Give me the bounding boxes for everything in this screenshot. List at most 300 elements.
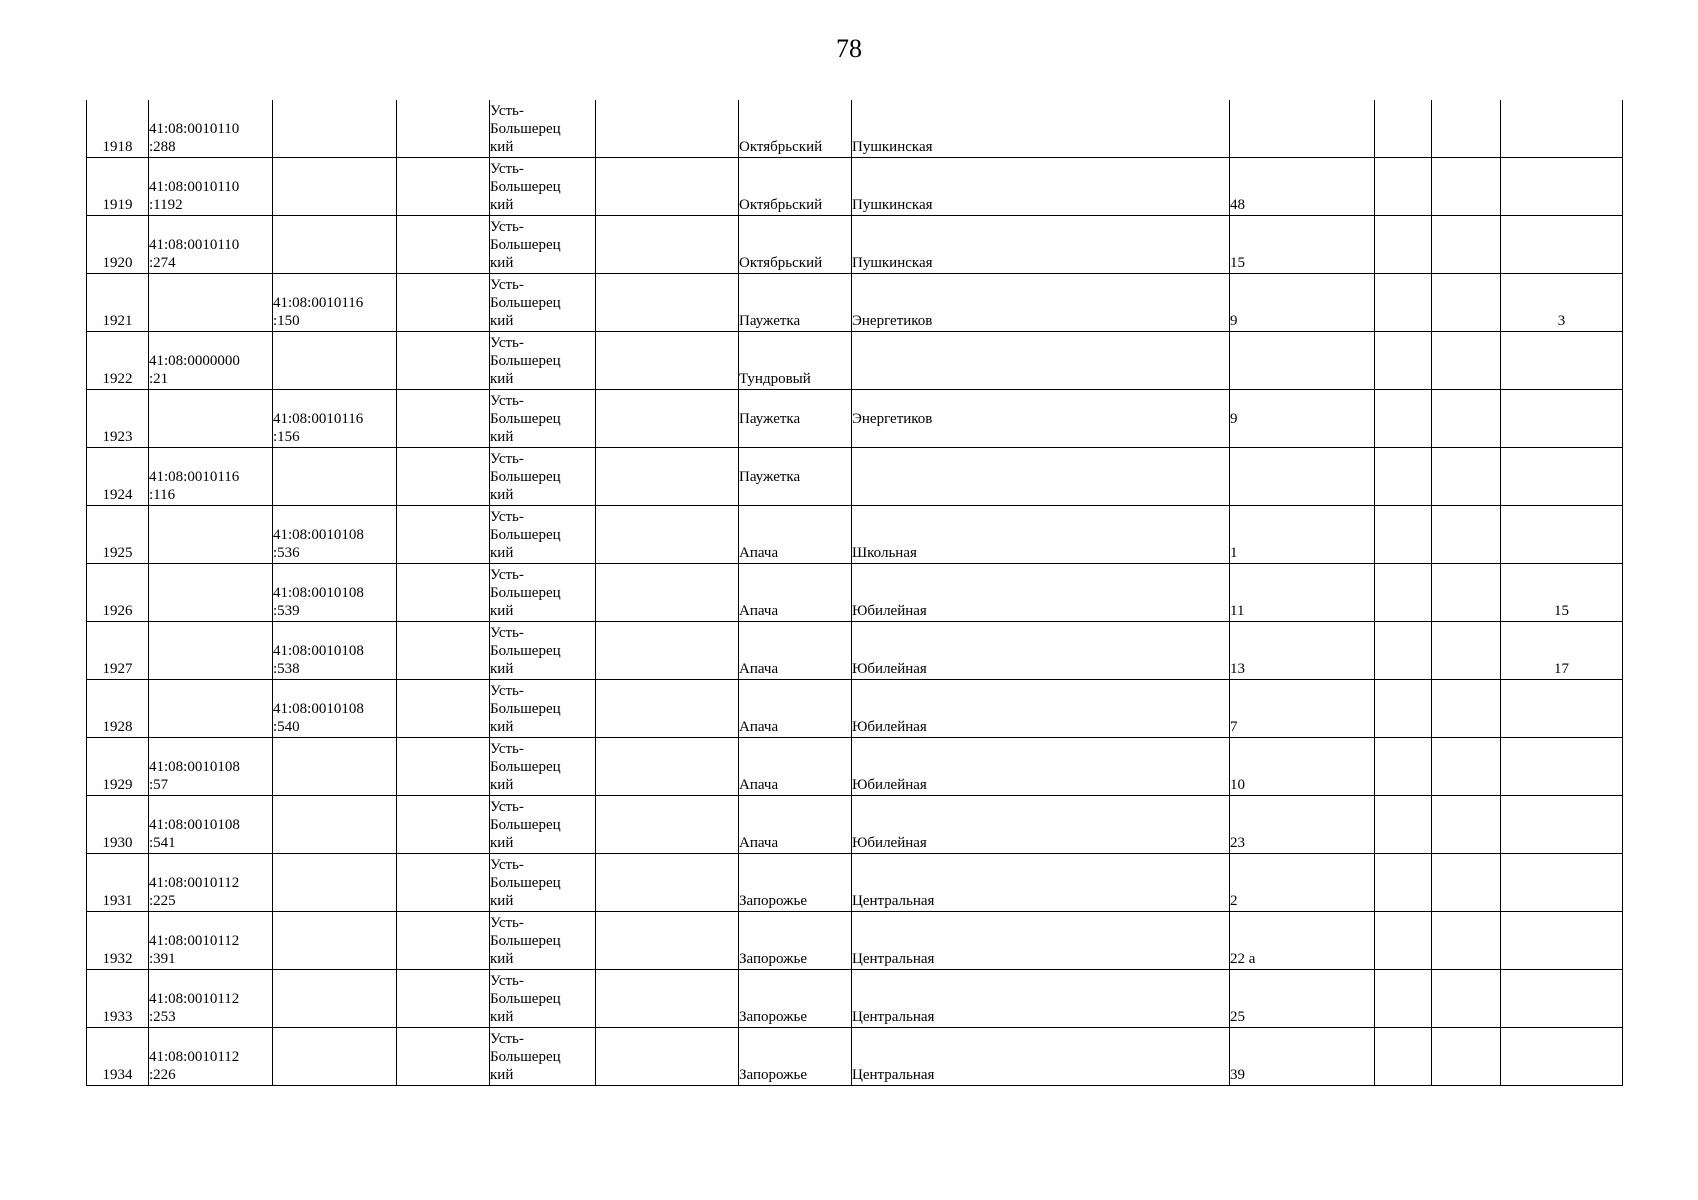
flat-cell	[1501, 912, 1623, 970]
locality: Запорожье	[739, 1009, 807, 1025]
building-cadastral-number-cell	[273, 506, 397, 564]
empty-cell	[397, 216, 490, 274]
house-number: 13	[1230, 661, 1245, 677]
property-register-table	[86, 100, 1623, 1086]
locality-cell	[739, 1028, 852, 1086]
cadastral-number-part: 41:08:0010112	[149, 875, 240, 891]
empty-cell	[397, 332, 490, 390]
street: Юбилейная	[852, 777, 927, 793]
empty-cell	[1432, 274, 1501, 332]
empty-cell	[397, 970, 490, 1028]
building-cadastral-number-part: :538	[273, 661, 300, 677]
empty-cell	[596, 854, 739, 912]
locality: Паужетка	[739, 468, 801, 485]
district-text: кий	[490, 661, 514, 677]
building-cadastral-number-part: 41:08:0010108	[273, 701, 364, 717]
empty-cell	[397, 622, 490, 680]
building-cadastral-number-part: 41:08:0010108	[273, 643, 364, 659]
house-number: 23	[1230, 835, 1245, 851]
house-number: 10	[1230, 777, 1245, 793]
row-number-cell	[87, 796, 149, 854]
locality: Апача	[739, 661, 779, 677]
locality-cell	[739, 100, 852, 158]
empty-cell	[397, 738, 490, 796]
empty-cell	[1432, 332, 1501, 390]
building-cadastral-number-cell	[273, 1028, 397, 1086]
street-cell	[852, 854, 1230, 912]
street: Пушкинская	[852, 255, 933, 271]
flat-cell	[1501, 390, 1623, 448]
empty-cell	[397, 796, 490, 854]
street: Юбилейная	[852, 835, 927, 851]
row-number: 1918	[102, 139, 133, 155]
table-row	[87, 216, 1623, 274]
empty-cell	[1432, 622, 1501, 680]
table-row	[87, 158, 1623, 216]
locality-cell	[739, 332, 852, 390]
cadastral-number-cell	[149, 448, 273, 506]
empty-cell	[1432, 680, 1501, 738]
locality-cell	[739, 390, 852, 448]
district-text: Большерец	[490, 237, 561, 253]
district-cell	[490, 912, 596, 970]
district-text: кий	[490, 835, 514, 851]
table-row	[87, 274, 1623, 332]
locality-cell	[739, 448, 852, 506]
locality: Тундровый	[739, 371, 811, 387]
empty-cell	[1432, 216, 1501, 274]
empty-cell	[1432, 564, 1501, 622]
street: Центральная	[852, 893, 935, 909]
row-number: 1928	[102, 719, 133, 735]
table-row	[87, 390, 1623, 448]
street-cell	[852, 216, 1230, 274]
empty-cell	[397, 1028, 490, 1086]
flat-cell	[1501, 274, 1623, 332]
street-cell	[852, 796, 1230, 854]
empty-cell	[1432, 912, 1501, 970]
house-cell	[1230, 448, 1375, 506]
empty-cell	[397, 448, 490, 506]
district-cell	[490, 854, 596, 912]
building-cadastral-number-part: 41:08:0010108	[273, 585, 364, 601]
row-number: 1919	[102, 197, 133, 213]
district-text: Большерец	[490, 353, 561, 369]
house-cell	[1230, 622, 1375, 680]
district-text: Усть-	[490, 277, 524, 293]
street-cell	[852, 912, 1230, 970]
row-number-cell	[87, 1028, 149, 1086]
row-number: 1922	[102, 371, 133, 387]
empty-cell	[397, 680, 490, 738]
district-text: Усть-	[490, 393, 524, 409]
cadastral-number-part: :225	[149, 893, 176, 909]
locality-cell	[739, 216, 852, 274]
district-text: Большерец	[490, 759, 561, 775]
house-number: 39	[1230, 1067, 1245, 1083]
empty-cell	[397, 564, 490, 622]
empty-cell	[1375, 912, 1432, 970]
locality-cell	[739, 738, 852, 796]
district-cell	[490, 738, 596, 796]
building-cadastral-number-cell	[273, 390, 397, 448]
district-text: кий	[490, 197, 514, 213]
locality: Запорожье	[739, 893, 807, 909]
district-text: Усть-	[490, 161, 524, 177]
street-cell	[852, 158, 1230, 216]
flat-number: 3	[1557, 313, 1566, 329]
locality: Октябрьский	[739, 255, 823, 271]
house-cell	[1230, 1028, 1375, 1086]
house-cell	[1230, 854, 1375, 912]
district-text: Большерец	[490, 991, 561, 1007]
empty-cell	[1375, 506, 1432, 564]
house-cell	[1230, 274, 1375, 332]
district-text: кий	[490, 545, 514, 561]
empty-cell	[1375, 216, 1432, 274]
table-row	[87, 100, 1623, 158]
table-row	[87, 1028, 1623, 1086]
street-cell	[852, 564, 1230, 622]
locality-cell	[739, 564, 852, 622]
cadastral-number-cell	[149, 738, 273, 796]
district-cell	[490, 158, 596, 216]
flat-cell	[1501, 680, 1623, 738]
house-number: 15	[1230, 255, 1245, 271]
locality-cell	[739, 158, 852, 216]
district-text: Усть-	[490, 915, 524, 931]
locality: Паужетка	[739, 313, 801, 329]
building-cadastral-number-cell	[273, 158, 397, 216]
house-cell	[1230, 100, 1375, 158]
building-cadastral-number-cell	[273, 100, 397, 158]
row-number-cell	[87, 622, 149, 680]
cadastral-number-part: :226	[149, 1067, 176, 1083]
building-cadastral-number-part: :536	[273, 545, 300, 561]
street: Школьная	[852, 545, 917, 561]
empty-cell	[596, 738, 739, 796]
house-number: 48	[1230, 197, 1245, 213]
cadastral-number-cell	[149, 970, 273, 1028]
cadastral-number-cell	[149, 622, 273, 680]
street-cell	[852, 680, 1230, 738]
locality: Паужетка	[739, 410, 801, 427]
street: Пушкинская	[852, 139, 933, 155]
empty-cell	[596, 390, 739, 448]
district-text: Усть-	[490, 509, 524, 525]
district-text: кий	[490, 255, 514, 271]
empty-cell	[596, 448, 739, 506]
street-cell	[852, 1028, 1230, 1086]
row-number-cell	[87, 216, 149, 274]
cadastral-number-part: 41:08:0010108	[149, 759, 240, 775]
cadastral-number-part: 41:08:0010110	[149, 179, 240, 195]
flat-cell	[1501, 1028, 1623, 1086]
empty-cell	[1375, 1028, 1432, 1086]
cadastral-number-part: :116	[149, 487, 176, 503]
building-cadastral-number-cell	[273, 216, 397, 274]
empty-cell	[596, 622, 739, 680]
cadastral-number-cell	[149, 680, 273, 738]
flat-cell	[1501, 970, 1623, 1028]
house-cell	[1230, 158, 1375, 216]
house-number: 7	[1230, 719, 1238, 735]
street-cell	[852, 738, 1230, 796]
cadastral-number-part: :253	[149, 1009, 176, 1025]
locality-cell	[739, 796, 852, 854]
empty-cell	[596, 970, 739, 1028]
house-cell	[1230, 216, 1375, 274]
row-number-cell	[87, 332, 149, 390]
cadastral-number-cell	[149, 390, 273, 448]
table-row	[87, 622, 1623, 680]
locality: Апача	[739, 835, 779, 851]
house-number: 9	[1230, 313, 1238, 329]
table-row	[87, 738, 1623, 796]
table-row	[87, 506, 1623, 564]
district-text: Большерец	[490, 1049, 561, 1065]
building-cadastral-number-part: :539	[273, 603, 300, 619]
cadastral-number-cell	[149, 100, 273, 158]
empty-cell	[1432, 854, 1501, 912]
district-text: Усть-	[490, 1031, 524, 1047]
district-text: Усть-	[490, 103, 524, 119]
district-text: Большерец	[490, 179, 561, 195]
street: Энергетиков	[852, 313, 933, 329]
flat-cell	[1501, 506, 1623, 564]
row-number: 1932	[102, 951, 133, 967]
cadastral-number-cell	[149, 274, 273, 332]
district-cell	[490, 390, 596, 448]
street-cell	[852, 332, 1230, 390]
district-text: Усть-	[490, 451, 524, 467]
empty-cell	[596, 332, 739, 390]
empty-cell	[1375, 332, 1432, 390]
empty-cell	[1375, 448, 1432, 506]
district-cell	[490, 100, 596, 158]
row-number-cell	[87, 448, 149, 506]
street: Юбилейная	[852, 603, 927, 619]
district-cell	[490, 448, 596, 506]
district-text: Большерец	[490, 817, 561, 833]
table-row	[87, 564, 1623, 622]
empty-cell	[1375, 796, 1432, 854]
district-text: Большерец	[490, 121, 561, 137]
flat-cell	[1501, 854, 1623, 912]
district-text: кий	[490, 429, 514, 445]
house-cell	[1230, 332, 1375, 390]
district-text: Большерец	[490, 295, 561, 311]
empty-cell	[1375, 680, 1432, 738]
empty-cell	[596, 506, 739, 564]
row-number-cell	[87, 680, 149, 738]
table-row	[87, 332, 1623, 390]
cadastral-number-part: :541	[149, 835, 176, 851]
cadastral-number-part: :274	[149, 255, 176, 271]
district-cell	[490, 970, 596, 1028]
empty-cell	[1375, 564, 1432, 622]
row-number: 1933	[102, 1009, 133, 1025]
empty-cell	[1375, 274, 1432, 332]
locality-cell	[739, 506, 852, 564]
building-cadastral-number-cell	[273, 622, 397, 680]
district-text: кий	[490, 893, 514, 909]
district-text: Большерец	[490, 875, 561, 891]
table-row	[87, 970, 1623, 1028]
house-cell	[1230, 680, 1375, 738]
cadastral-number-cell	[149, 912, 273, 970]
empty-cell	[596, 158, 739, 216]
empty-cell	[596, 564, 739, 622]
building-cadastral-number-part: 41:08:0010116	[273, 295, 364, 311]
empty-cell	[397, 854, 490, 912]
house-number: 25	[1230, 1009, 1245, 1025]
row-number-cell	[87, 100, 149, 158]
empty-cell	[1432, 448, 1501, 506]
cadastral-number-cell	[149, 332, 273, 390]
building-cadastral-number-part: :150	[273, 313, 300, 329]
row-number-cell	[87, 970, 149, 1028]
locality-cell	[739, 970, 852, 1028]
table-row	[87, 796, 1623, 854]
district-cell	[490, 564, 596, 622]
district-text: Усть-	[490, 799, 524, 815]
locality: Апача	[739, 603, 779, 619]
locality: Апача	[739, 545, 779, 561]
empty-cell	[397, 274, 490, 332]
flat-cell	[1501, 796, 1623, 854]
row-number: 1930	[102, 835, 133, 851]
district-text: Большерец	[490, 527, 561, 543]
street-cell	[852, 970, 1230, 1028]
flat-cell	[1501, 100, 1623, 158]
building-cadastral-number-part: :156	[273, 429, 300, 445]
empty-cell	[1432, 158, 1501, 216]
district-text: Усть-	[490, 219, 524, 235]
empty-cell	[397, 506, 490, 564]
table-row	[87, 448, 1623, 506]
row-number-cell	[87, 274, 149, 332]
row-number-cell	[87, 854, 149, 912]
locality: Октябрьский	[739, 139, 823, 155]
street: Энергетиков	[852, 410, 933, 427]
district-text: Большерец	[490, 469, 561, 485]
district-text: Усть-	[490, 857, 524, 873]
empty-cell	[397, 100, 490, 158]
locality: Апача	[739, 777, 779, 793]
table-row	[87, 680, 1623, 738]
row-number: 1934	[102, 1067, 133, 1083]
house-cell	[1230, 912, 1375, 970]
street: Юбилейная	[852, 719, 927, 735]
house-cell	[1230, 738, 1375, 796]
district-cell	[490, 506, 596, 564]
street-cell	[852, 506, 1230, 564]
house-cell	[1230, 796, 1375, 854]
locality-cell	[739, 854, 852, 912]
district-cell	[490, 274, 596, 332]
building-cadastral-number-cell	[273, 274, 397, 332]
flat-cell	[1501, 738, 1623, 796]
cadastral-number-part: :57	[149, 777, 169, 793]
row-number-cell	[87, 390, 149, 448]
row-number-cell	[87, 564, 149, 622]
cadastral-number-cell	[149, 1028, 273, 1086]
empty-cell	[1432, 100, 1501, 158]
building-cadastral-number-cell	[273, 738, 397, 796]
building-cadastral-number-part: 41:08:0010108	[273, 527, 364, 543]
flat-number: 17	[1554, 661, 1569, 677]
table-row	[87, 912, 1623, 970]
house-number: 1	[1230, 545, 1238, 561]
district-text: кий	[490, 1009, 514, 1025]
district-text: Большерец	[490, 933, 561, 949]
cadastral-number-cell	[149, 506, 273, 564]
row-number: 1923	[102, 429, 133, 445]
row-number: 1924	[102, 487, 133, 503]
district-text: Усть-	[490, 683, 524, 699]
building-cadastral-number-cell	[273, 448, 397, 506]
house-cell	[1230, 564, 1375, 622]
building-cadastral-number-cell	[273, 970, 397, 1028]
cadastral-number-part: :1192	[149, 197, 183, 213]
empty-cell	[1432, 390, 1501, 448]
district-text: кий	[490, 951, 514, 967]
empty-cell	[397, 158, 490, 216]
empty-cell	[1375, 390, 1432, 448]
cadastral-number-part: :288	[149, 139, 176, 155]
district-text: кий	[490, 487, 514, 503]
cadastral-number-part: 41:08:0000000	[149, 353, 240, 369]
row-number-cell	[87, 912, 149, 970]
flat-cell	[1501, 332, 1623, 390]
row-number: 1927	[102, 661, 133, 677]
locality-cell	[739, 274, 852, 332]
row-number: 1925	[102, 545, 133, 561]
house-cell	[1230, 970, 1375, 1028]
district-cell	[490, 216, 596, 274]
cadastral-number-part: 41:08:0010116	[149, 469, 240, 485]
locality-cell	[739, 912, 852, 970]
house-number: 11	[1230, 603, 1245, 619]
empty-cell	[1432, 506, 1501, 564]
flat-cell	[1501, 158, 1623, 216]
row-number: 1921	[102, 313, 133, 329]
page-number: 78	[836, 34, 862, 63]
district-text: Большерец	[490, 411, 561, 427]
locality-cell	[739, 680, 852, 738]
empty-cell	[1432, 738, 1501, 796]
district-cell	[490, 796, 596, 854]
district-cell	[490, 332, 596, 390]
empty-cell	[596, 680, 739, 738]
empty-cell	[596, 1028, 739, 1086]
flat-cell	[1501, 216, 1623, 274]
row-number: 1931	[102, 893, 133, 909]
street-cell	[852, 274, 1230, 332]
empty-cell	[1432, 970, 1501, 1028]
building-cadastral-number-cell	[273, 912, 397, 970]
locality-cell	[739, 622, 852, 680]
street: Пушкинская	[852, 197, 933, 213]
empty-cell	[397, 912, 490, 970]
district-text: Усть-	[490, 973, 524, 989]
empty-cell	[596, 274, 739, 332]
cadastral-number-part: 41:08:0010112	[149, 933, 240, 949]
row-number-cell	[87, 158, 149, 216]
district-cell	[490, 680, 596, 738]
cadastral-number-part: :21	[149, 371, 169, 387]
